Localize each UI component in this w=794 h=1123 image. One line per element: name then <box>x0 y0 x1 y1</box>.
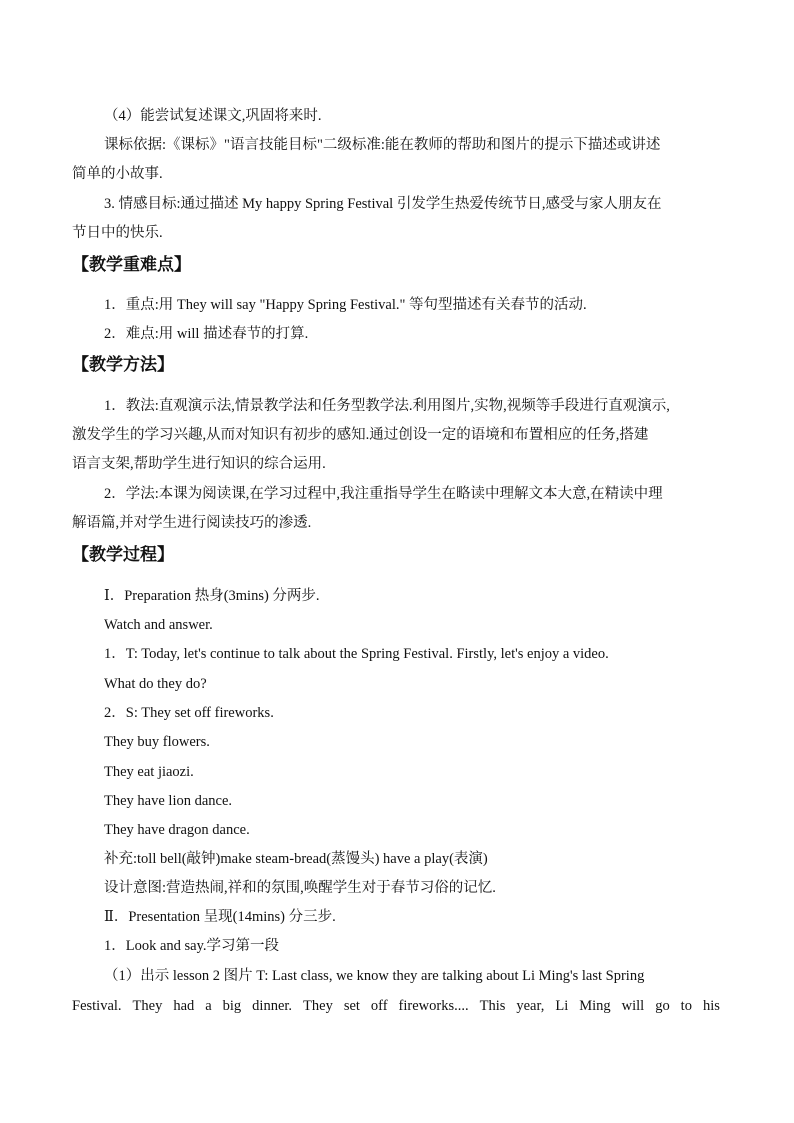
curriculum-basis-line-2: 简单的小故事. <box>72 166 163 182</box>
key-point-item-1: 1．重点:用 They will say "Happy Spring Festival." 等句型描述有关春节的活动. <box>104 297 587 313</box>
word: his <box>702 998 720 1014</box>
learning-method-line-2: 解语篇,并对学生进行阅读技巧的渗透. <box>72 515 312 531</box>
process-heading: 【教学过程】 <box>72 545 174 565</box>
curriculum-basis-line-1: 课标依据:《课标》"语言技能目标"二级标准:能在教师的帮助和图片的提示下描述或讲述 <box>104 137 661 153</box>
answer-line-2: They eat jiaozi. <box>104 764 194 780</box>
emotion-objective-line-1: 3. 情感目标:通过描述 My happy Spring Festival 引发学生热爱传统节日,感受与家人朋友在 <box>104 196 662 212</box>
question-line: What do they do? <box>104 676 207 692</box>
word: will <box>621 998 645 1014</box>
word: This <box>479 998 506 1014</box>
word: Li <box>555 998 569 1014</box>
word: go <box>655 998 670 1014</box>
key-points-heading: 【教学重难点】 <box>72 255 191 275</box>
answer-line-1: They buy flowers. <box>104 734 210 750</box>
emotion-objective-line-2: 节日中的快乐. <box>72 225 163 241</box>
learning-method-line-1: 2．学法:本课为阅读课,在学习过程中,我注重指导学生在略读中理解文本大意,在精读中理 <box>104 486 663 502</box>
teaching-method-line-2: 激发学生的学习兴趣,从而对知识有初步的感知.通过创设一定的语境和布置相应的任务,搭建 <box>72 427 649 443</box>
word: Ming <box>579 998 611 1014</box>
look-and-say-line: 1．Look and say.学习第一段 <box>104 938 280 954</box>
step-1-title: Ⅰ．Preparation 热身(3mins) 分两步. <box>104 588 320 604</box>
word: set <box>343 998 360 1014</box>
answer-line-3: They have lion dance. <box>104 793 233 809</box>
teaching-method-line-1: 1．教法:直观演示法,情景教学法和任务型教学法.利用图片,实物,视频等手段进行直观演示, <box>104 398 670 414</box>
word: to <box>680 998 692 1014</box>
watch-and-answer: Watch and answer. <box>104 617 213 633</box>
word: dinner. <box>252 998 293 1014</box>
objective-item-4: （4）能尝试复述课文,巩固将来时. <box>104 108 322 124</box>
word: big <box>222 998 242 1014</box>
presentation-line-1: （1）出示 lesson 2 图片 T: Last class, we know they are talking about Li Ming's last Spring <box>104 968 645 984</box>
supplement-line: 补充:toll bell(敲钟)make steam-bread(蒸馒头) have a play(表演) <box>104 851 488 867</box>
design-intent-line: 设计意图:营造热闹,祥和的氛围,唤醒学生对于春节习俗的记忆. <box>104 880 496 896</box>
word: They <box>303 998 333 1014</box>
key-point-item-2: 2．难点:用 will 描述春节的打算. <box>104 326 309 342</box>
word: year, <box>516 998 545 1014</box>
word: off <box>370 998 388 1014</box>
presentation-line-2 <box>72 996 720 1016</box>
word: They <box>132 998 163 1014</box>
step-2-title: Ⅱ．Presentation 呈现(14mins) 分三步. <box>104 909 336 925</box>
teaching-method-line-3: 语言支架,帮助学生进行知识的综合运用. <box>72 456 326 472</box>
word: fireworks.... <box>398 998 469 1014</box>
answer-line-4: They have dragon dance. <box>104 822 250 838</box>
word: Festival. <box>72 998 122 1014</box>
methods-heading: 【教学方法】 <box>72 355 174 375</box>
word: had <box>173 998 195 1014</box>
teacher-line-1: 1．T: Today, let's continue to talk about the Spring Festival. Firstly, let's enjoy a video. <box>104 646 609 662</box>
student-line-1: 2．S: They set off fireworks. <box>104 705 274 721</box>
word: a <box>205 998 212 1014</box>
